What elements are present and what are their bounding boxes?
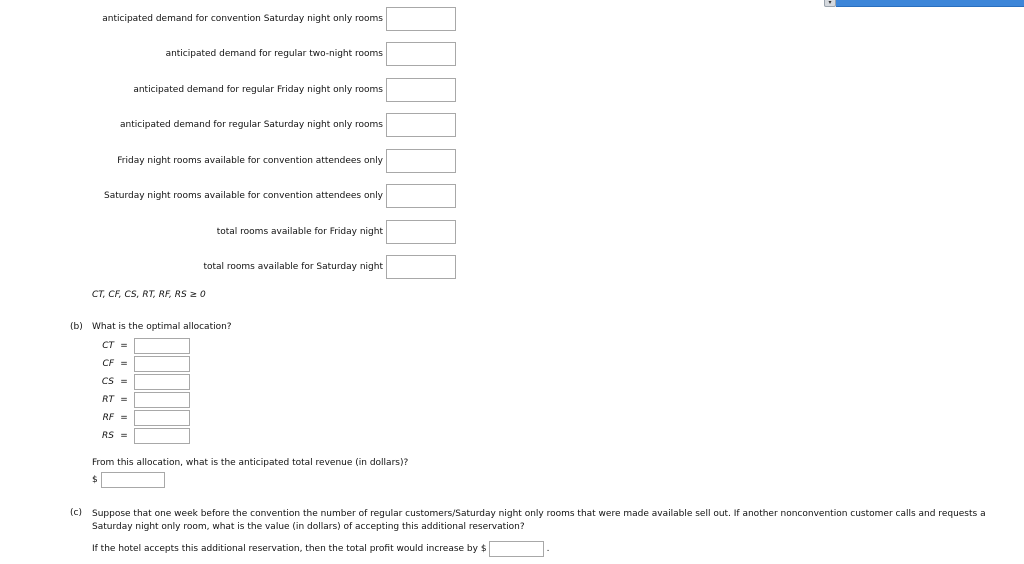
constraint-label: anticipated demand for regular Friday night only rooms	[133, 85, 383, 95]
variable-row-rs	[92, 428, 198, 444]
cf-input[interactable]	[134, 356, 190, 372]
constraint-label: Saturday night rooms available for convention attendees only	[104, 191, 383, 201]
constraint-rhs-input[interactable]	[386, 78, 456, 102]
variable-name: CS	[101, 377, 114, 387]
constraint-row	[90, 77, 456, 103]
variable-row-ct	[92, 338, 198, 354]
ct-input[interactable]	[134, 338, 190, 354]
equals-sign: =	[120, 341, 128, 351]
constraint-row	[90, 112, 456, 138]
part-b-question: What is the optimal allocation?	[92, 322, 232, 332]
constraint-rhs-input[interactable]	[386, 220, 456, 244]
equals-sign: =	[120, 377, 128, 387]
variable-row-cs	[92, 374, 198, 390]
constraint-row	[90, 148, 456, 174]
constraint-rhs-input[interactable]	[386, 7, 456, 31]
variable-name: RS	[102, 431, 114, 441]
constraint-label: anticipated demand for convention Saturday night only rooms	[102, 14, 383, 24]
rs-input[interactable]	[134, 428, 190, 444]
variable-name: CT	[102, 341, 114, 351]
chevron-down-icon: ▾	[828, 0, 832, 6]
profit-answer-row	[92, 541, 549, 557]
rf-input[interactable]	[134, 410, 190, 426]
cs-input[interactable]	[134, 374, 190, 390]
revenue-answer-row	[92, 472, 165, 488]
constraint-label: anticipated demand for regular two-night rooms	[165, 49, 383, 59]
constraint-rhs-input[interactable]	[386, 149, 456, 173]
variable-row-rt	[92, 392, 198, 408]
profit-increase-input[interactable]	[489, 541, 544, 557]
revenue-input[interactable]	[101, 472, 165, 488]
equals-sign: =	[120, 359, 128, 369]
constraint-row	[90, 183, 456, 209]
part-b-letter: (b)	[70, 322, 83, 332]
constraint-row	[90, 6, 456, 32]
equals-sign: =	[120, 413, 128, 423]
constraint-rhs-input[interactable]	[386, 42, 456, 66]
constraint-label: total rooms available for Saturday night	[203, 262, 383, 272]
profit-answer-prefix: If the hotel accepts this additional reservation, then the total profit would increase by $	[92, 544, 487, 554]
currency-symbol: $	[92, 475, 98, 485]
rt-input[interactable]	[134, 392, 190, 408]
constraint-rhs-input[interactable]	[386, 113, 456, 137]
equals-sign: =	[120, 395, 128, 405]
variable-row-cf	[92, 356, 198, 372]
profit-answer-suffix: .	[546, 544, 550, 554]
scroll-down-button[interactable]	[824, 0, 836, 7]
variable-name: RT	[102, 395, 114, 405]
variable-name: CF	[102, 359, 114, 369]
scrollbar-track[interactable]	[836, 0, 1024, 7]
constraint-rhs-input[interactable]	[386, 255, 456, 279]
constraint-label: Friday night rooms available for convention attendees only	[117, 156, 383, 166]
nonnegativity-constraint: CT, CF, CS, RT, RF, RS ≥ 0	[92, 290, 206, 300]
constraint-rhs-input[interactable]	[386, 184, 456, 208]
variable-name: RF	[102, 413, 114, 423]
constraint-row	[90, 219, 456, 245]
variable-row-rf	[92, 410, 198, 426]
part-c-question: Suppose that one week before the convention the number of regular customers/Saturday night only rooms that were made available sell out. If another nonconvention customer calls and requests a Saturday night only room, what is the value (in dollars) of accepting this additional reservation?	[92, 509, 986, 532]
constraint-row	[90, 41, 456, 67]
equals-sign: =	[120, 431, 128, 441]
constraint-label: anticipated demand for regular Saturday night only rooms	[120, 120, 383, 130]
constraint-row	[90, 254, 456, 280]
constraint-label: total rooms available for Friday night	[216, 227, 383, 237]
part-c-letter: (c)	[70, 508, 82, 518]
revenue-question: From this allocation, what is the anticipated total revenue (in dollars)?	[92, 458, 409, 468]
